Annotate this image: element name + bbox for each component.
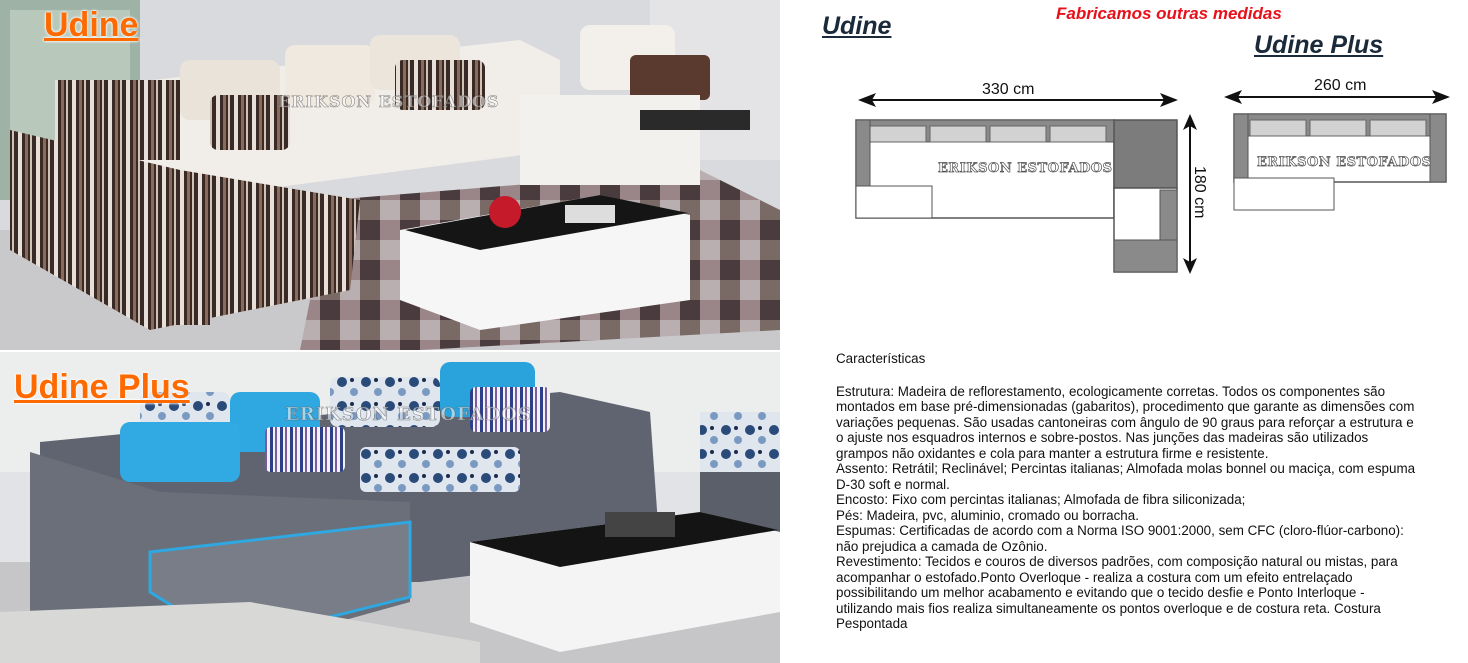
dimension-diagrams — [780, 0, 1468, 330]
custom-sizes-notice: Fabricamos outras medidas — [1056, 4, 1282, 23]
udine-plus-photo-label: Udine Plus — [14, 368, 190, 406]
udine-plus-diagram-title: Udine Plus — [1254, 31, 1384, 59]
udine-photo — [0, 0, 780, 350]
udine-plan-drawing — [856, 120, 1177, 272]
udine-photo-label: Udine — [44, 6, 139, 44]
spec-revestimento: Revestimento: Tecidos e couros de diversos padrões, com composição natural ou mistas, para acompanhar o estofado.Ponto Overloque - realiza a costura com um efeito entrelaçado possibilitando um melhor acabamento e evitando que o tecido desfie e Ponto Interloque - utilizando mais fios realiza simultaneamente os pontos overloque e de costura reta. Costura Pespontada — [836, 554, 1398, 631]
udine-plus-photo-watermark: ERIKSON ESTOFADOS — [285, 404, 532, 425]
udine-plus-width-label: 260 cm — [1314, 77, 1367, 94]
spec-espumas: Espumas: Certificadas de acordo com a Norma ISO 9001:2000, sem CFC (cloro-flúor-carbono): não prejudica a camada de Ozônio. — [836, 523, 1404, 554]
udine-plus-diagram-watermark: ERIKSON ESTOFADOS — [1257, 155, 1432, 170]
udine-width-label: 330 cm — [982, 81, 1035, 98]
udine-diagram-title: Udine — [822, 12, 892, 40]
specifications-heading: Características — [836, 351, 926, 366]
spec-encosto: Encosto: Fixo com percintas italianas; Almofada de fibra siliconizada; — [836, 492, 1246, 507]
udine-diagram-watermark: ERIKSON ESTOFADOS — [938, 161, 1113, 176]
spec-estrutura: Estrutura: Madeira de reflorestamento, ecologicamente corretas. Todos os componentes são montados em base pré-dimensionadas (gabaritos), procedimento que garante as dimensões com variações pequenas. São usadas cantoneiras com ângulo de 90 graus para reforçar a estrutura e o ajuste nos esquadros internos e sobre-postos. Nas junções das madeiras são utilizados grampos não oxidantes e cola para manter a estrutura firme e resistente. — [836, 383, 1415, 461]
spec-pes: Pés: Madeira, pvc, aluminio, cromado ou borracha. — [836, 507, 1139, 523]
spec-assento: Assento: Retrátil; Reclinável; Percintas italianas; Almofada molas bonnel ou maciça, com espuma D-30 soft e normal. — [836, 461, 1416, 492]
specifications-text — [836, 351, 1416, 632]
udine-plus-photo — [0, 352, 780, 663]
udine-depth-label: 180 cm — [1191, 166, 1208, 219]
udine-photo-watermark: ERIKSON ESTOFADOS — [278, 92, 500, 111]
